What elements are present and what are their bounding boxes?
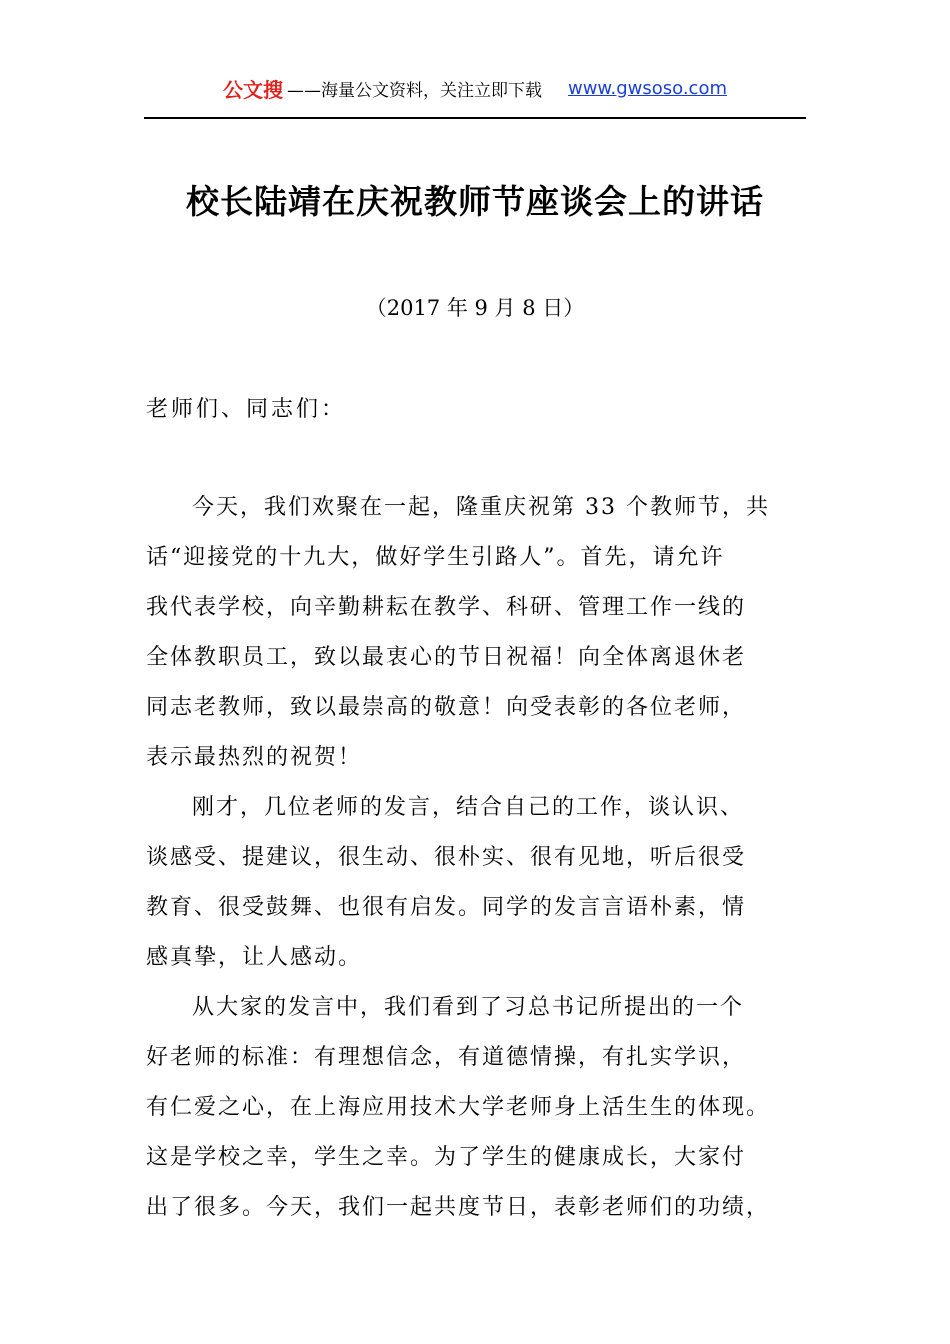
paragraph-line: 话“迎接党的十九大，做好学生引路人”。首先，请允许 — [146, 545, 725, 570]
paragraph-line: 好老师的标准：有理想信念，有道德情操，有扎实学识， — [146, 1045, 747, 1070]
paragraph-line: 全体教职员工，致以最衷心的节日祝福！向全体离退休老 — [146, 645, 747, 670]
paragraph-line: 有仁爱之心，在上海应用技术大学老师身上活生生的体现。 — [146, 1095, 771, 1120]
paragraph-line: 同志老教师，致以最崇高的敬意！向受表彰的各位老师， — [146, 695, 747, 720]
paragraph-line: 感真挚，让人感动。 — [146, 945, 363, 970]
paragraph-line: 出了很多。今天，我们一起共度节日，表彰老师们的功绩， — [146, 1195, 771, 1220]
document-title: 校长陆靖在庆祝教师节座谈会上的讲话 — [186, 182, 764, 221]
paragraph-line: 这是学校之幸，学生之幸。为了学生的健康成长，大家付 — [146, 1145, 747, 1170]
paragraph-line: 刚才，几位老师的发言，结合自己的工作，谈认识、 — [192, 795, 745, 820]
site-link[interactable]: www.gwsoso.com — [567, 77, 727, 99]
brand-logo: 公文搜 — [222, 77, 283, 102]
salutation: 老师们、同志们： — [146, 397, 347, 422]
paragraph-line: 今天，我们欢聚在一起，隆重庆祝第 33 个教师节，共 — [192, 495, 770, 520]
document-date: （2017 年 9 月 8 日） — [365, 296, 585, 320]
header-divider — [144, 117, 806, 119]
paragraph-line: 谈感受、提建议，很生动、很朴实、很有见地，听后很受 — [146, 845, 747, 870]
paragraph-line: 我代表学校，向辛勤耕耘在教学、科研、管理工作一线的 — [146, 595, 747, 620]
paragraph-line: 教育、很受鼓舞、也很有启发。同学的发言言语朴素，情 — [146, 895, 747, 920]
paragraph-line: 表示最热烈的祝贺！ — [146, 745, 363, 770]
document-body — [146, 483, 816, 1233]
page-header — [144, 72, 806, 104]
paragraph-line: 从大家的发言中，我们看到了习总书记所提出的一个 — [192, 995, 745, 1020]
header-tagline: ——海量公文资料，关注立即下载 — [286, 80, 542, 101]
